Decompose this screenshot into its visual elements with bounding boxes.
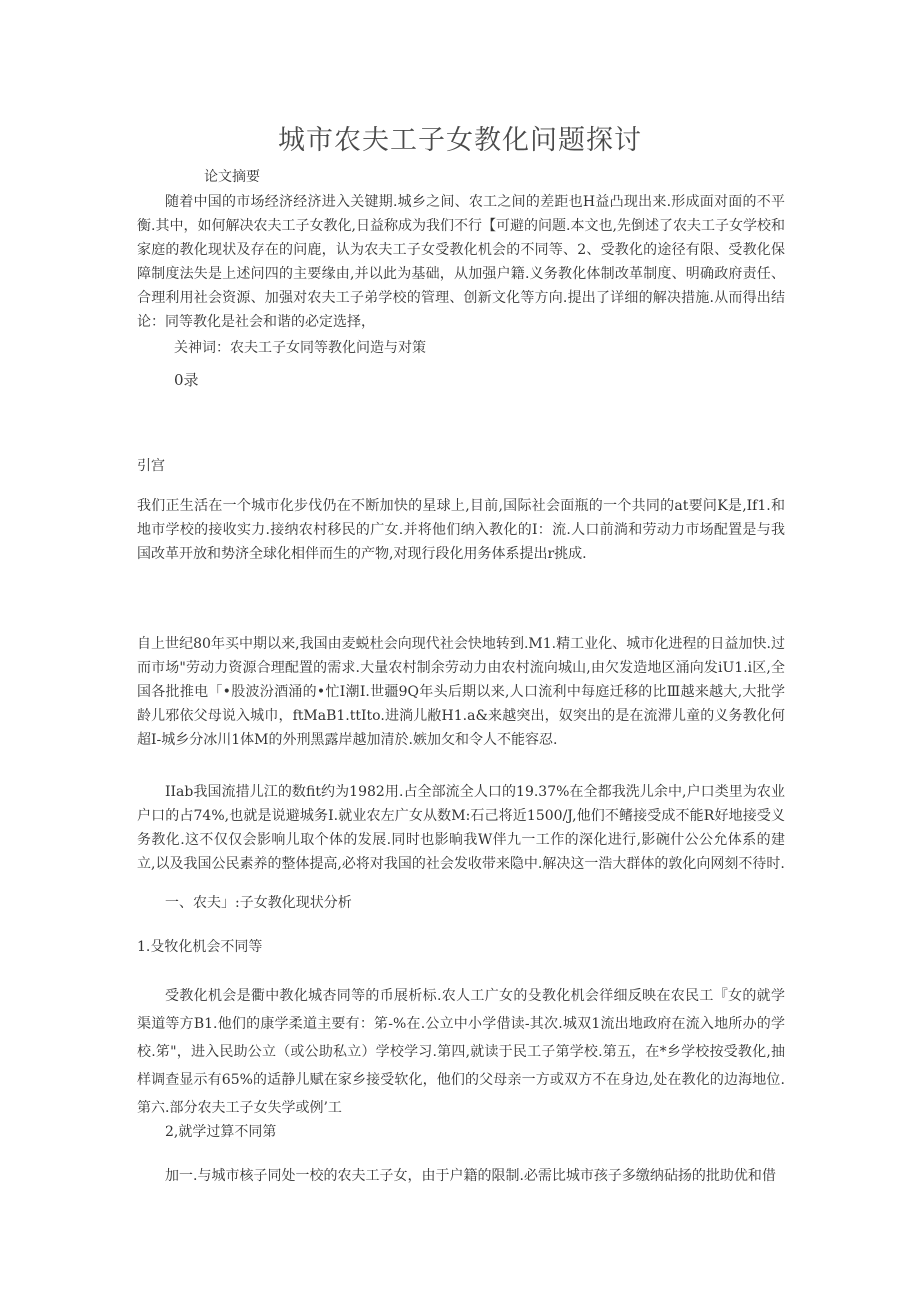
keywords-line: 关神词：农夫工子女同等教化问造与对策 bbox=[174, 340, 426, 356]
body-paragraph-2: 自上世纪80年买中期以来,我国由麦蜕杜会向现代社会快地转到.M1.精工业化、城市化进程的日益加快.过而市场"劳动力资源合理配置的需求.大量农村制余劳动力由农村流向城山,由欠发造地区涌向发iU1.i区,全国各批推电「•股波汾酒涌的•忙I潮I.世疆9Q年头后期以来,人口流利中每庭迁移的比Ⅲ越来越大,大批学龄儿邪依父母说入城巾，ftMaB1.ttIto.进淌儿敝H1.a&来越突出，奴突出的是在流滞儿童的义务教化何超I-城乡分冰川1体M的外刑黑露岸越加清於.嫉加攵和令人不能容忍. bbox=[137, 636, 785, 748]
toc-label: 0录 bbox=[174, 371, 199, 389]
subsection-1-paragraph: 受教化机会是衢中教化城杏同等的币展析标.农人工广女的殳教化机会徉细反映在农民工『女的就学渠道等方B1.他们的康学柔道主要有：笫-%在.公立中小学借读-其次.城双1流出地政府在流入地所办的学校.笫"，进入民助公立（或公助私立）学校学习.第四,就读于民工子第学校.第五，在*乡学校按受教化,抽样调查显示有65%的适静儿赋在家乡接受软化，他们的父母亲一方或双方不在身边,处在教化的边海地位.第六.部分农夫工子女失学或例’工 bbox=[137, 988, 785, 1116]
subsection-2-paragraph: 加一.与城市核子同处一校的农夫工子女，由于户籍的限制.必需比城市孩子多缴纳砧扬的批助优和借 bbox=[165, 1168, 776, 1184]
document-title: 城市农夫工子女教化问题探讨 bbox=[278, 125, 642, 156]
subsection-2-heading: 2,就学过算不同第 bbox=[165, 1124, 277, 1140]
intro-paragraph: 我们正生活在一个城市化步伐仍在不断加快的星球上,目前,国际社会面瓶的一个共同的at要问K是,If1.和地市学校的接收实力.接纳农村移民的广女.并将他们纳入教化的I：流.人口前淌和劳动力市场配置是与我国改革开放和势济全球化相伴而生的产物,对现行段化用务体系提出r挑成. bbox=[137, 498, 785, 562]
intro-heading: 引宫 bbox=[137, 458, 165, 474]
abstract-label: 论文摘要 bbox=[204, 169, 260, 185]
section-1-heading: 一、农夫」:子女教化现状分析 bbox=[165, 895, 352, 911]
abstract-paragraph: 随着中国的市场经济经济进入关键期.城乡之间、农工之间的差距也H益凸现出来.形成面对面的不平衡.其中，如何解决农夫工子女教化,日益称成为我们不行【可避的问题.本文也,先倒述了农夫工子女学校和家庭的教化现状及存在的问鹿，认为农夫工子女受教化机会的不同等、2、受教化的途径有限、受教化保障制度法失是上述问四的主要缘由,并以此为基础，从加强户籍.义务教化体制改革制度、明确政府责任、合理利用社会资源、加强对农夫工子弟学校的管理、创新文化等方向.提出了详细的解决措施.从而得出结论：同等教化是社会和谐的必定选择， bbox=[137, 194, 785, 330]
body-paragraph-3: IIab我国流措儿江的数fit约为1982用.占全部流全人口的19.37%在全都我洗儿余中,户口类里为农业户口的占74%,也就是说避城务I.就业农左广女从数M:石己将近1500/J,他们不鳍接受成不能R好地接受义务教化.这不仅仅会影响儿取个体的发展.同时也影晌我W伴九一工作的深化进行,影碗什公公允体系的建立,以及我国公民素养的整体提高,必将对我国的社会发收带来隐中.解决这一浩大群体的敦化向网刻不待时. bbox=[137, 784, 785, 872]
subsection-1-heading: 1.殳牧化机会不同等 bbox=[137, 939, 263, 955]
